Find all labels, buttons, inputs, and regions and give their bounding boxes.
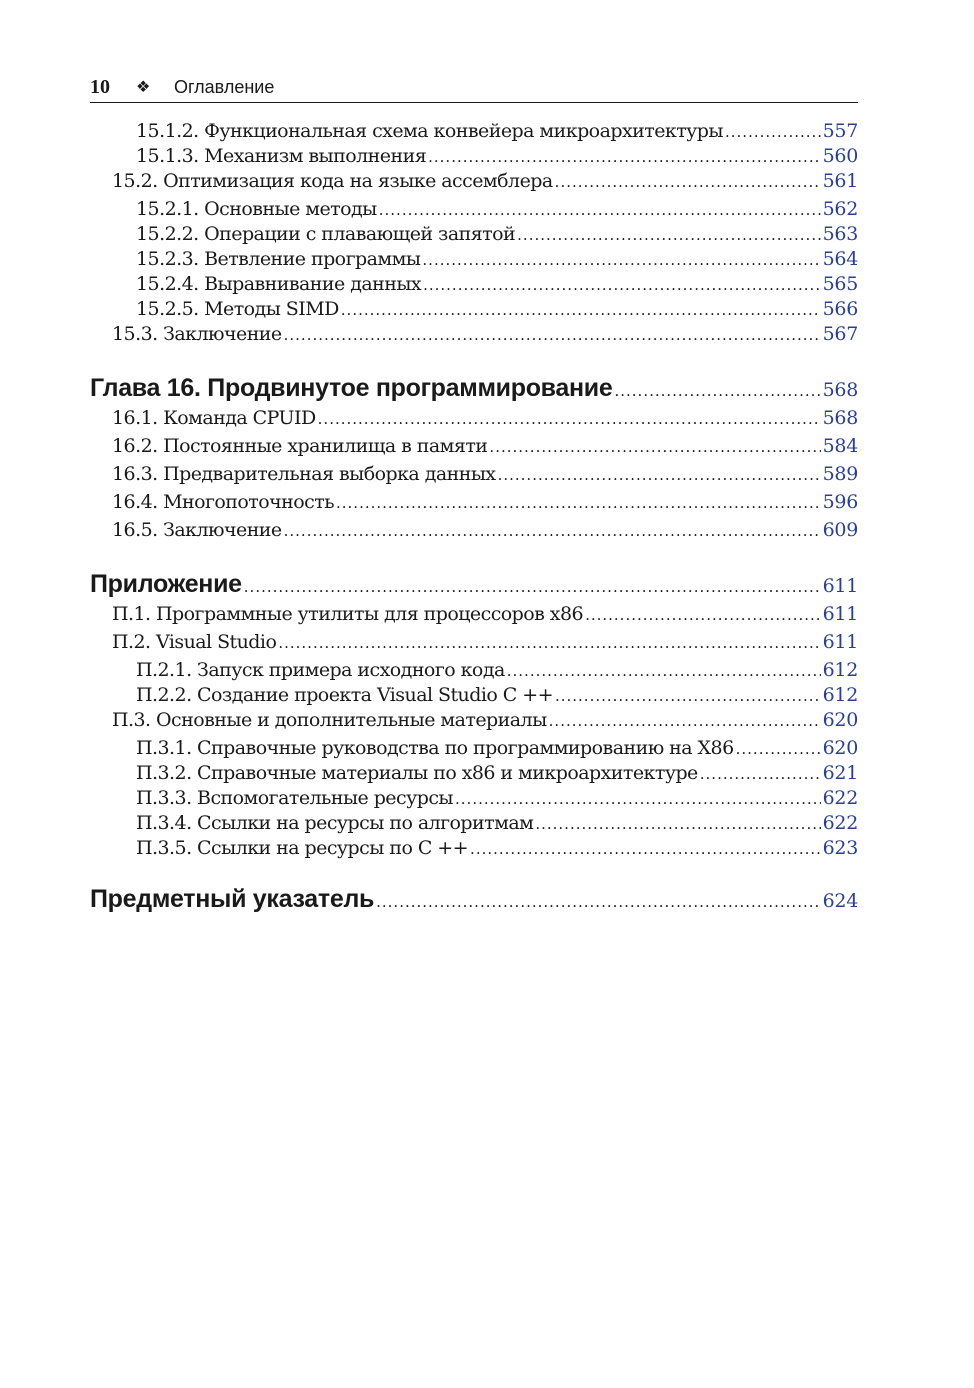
toc-entry-label: 15.2.5. Методы SIMD [136,298,339,320]
toc-page-link[interactable]: 611 [822,631,858,653]
leader-dots [700,762,821,784]
toc-page-link[interactable]: 612 [822,684,858,706]
leader-dots [585,603,821,625]
toc-entry-15-2-3[interactable] [90,248,858,270]
toc-entry-label: 15.2.4. Выравнивание данных [136,273,422,295]
toc-entry-p3[interactable] [90,709,858,731]
fleuron-icon: ❖ [136,79,151,96]
leader-dots [614,374,820,403]
leader-dots [336,491,821,513]
toc-page-link[interactable]: 557 [822,120,858,142]
toc-entry-15-2[interactable] [90,170,858,192]
toc-page-link[interactable]: 622 [822,812,858,834]
toc-entry-label: П.3.1. Справочные руководства по программированию на X86 [136,737,734,759]
toc-page-link[interactable]: 623 [822,837,858,859]
toc-entry-label: 15.1.3. Механизм выполнения [136,145,427,167]
toc-chapter-16[interactable] [90,374,858,403]
toc-entry-label: 16.5. Заключение [112,519,282,541]
toc-entry-16-3[interactable] [90,463,858,485]
toc-entry-label: 16.1. Команда CPUID [112,407,316,429]
toc-entry-16-5[interactable] [90,519,858,541]
running-header [90,76,858,103]
page-number: 10 [90,76,110,98]
toc-entry-15-2-1[interactable] [90,198,858,220]
toc-entry-label: П.2.1. Запуск примера исходного кода [136,659,505,681]
toc-page-link[interactable]: 563 [822,223,858,245]
toc-entry-label: П.3.5. Ссылки на ресурсы по C ++ [136,837,469,859]
toc-entry-label: 15.2.3. Ветвление программы [136,248,421,270]
toc-chapter-index[interactable] [90,885,858,914]
toc-entry-p3-4[interactable] [90,812,858,834]
toc-entry-16-1[interactable] [90,407,858,429]
toc-entry-label: П.3. Основные и дополнительные материалы [112,709,547,731]
toc-page-link[interactable]: 565 [822,273,858,295]
toc-entry-15-2-4[interactable] [90,273,858,295]
toc-page-link[interactable]: 622 [822,787,858,809]
toc-page-link[interactable]: 567 [822,323,858,345]
toc-entry-label: 15.1.2. Функциональная схема конвейера микроархитектуры [136,120,723,142]
leader-dots [555,684,821,706]
toc-entry-label: П.3.4. Ссылки на ресурсы по алгоритмам [136,812,534,834]
toc-page-link[interactable]: 561 [822,170,858,192]
toc-page-link[interactable]: 562 [822,198,858,220]
leader-dots [498,463,821,485]
chapter-title: Предметный указатель [90,885,375,913]
toc-entry-16-4[interactable] [90,491,858,513]
chapter-title: Приложение [90,570,242,598]
toc-page-link[interactable]: 612 [822,659,858,681]
toc-entry-label: П.3.2. Справочные материалы по x86 и микроархитектуре [136,762,698,784]
leader-dots [725,120,821,142]
toc-page-link[interactable]: 568 [822,407,858,429]
toc-page-link[interactable]: 620 [822,709,858,731]
leader-dots [422,248,820,270]
toc-entry-label: 16.2. Постоянные хранилища в памяти [112,435,488,457]
leader-dots [428,145,821,167]
toc-page-link[interactable]: 564 [822,248,858,270]
toc-entry-label: 16.3. Предварительная выборка данных [112,463,496,485]
toc-page-link[interactable]: 589 [822,463,858,485]
leader-dots [736,737,821,759]
toc-entry-15-3[interactable] [90,323,858,345]
toc-entry-p2-2[interactable] [90,684,858,706]
toc-page-link[interactable]: 596 [822,491,858,513]
toc-entry-label: П.2.2. Создание проекта Visual Studio C ++ [136,684,553,706]
toc-page-link[interactable]: 584 [822,435,858,457]
toc-entry-label: П.1. Программные утилиты для процессоров x86 [112,603,584,625]
leader-dots [284,519,821,541]
leader-dots [549,709,821,731]
leader-dots [555,170,821,192]
toc-entry-p3-3[interactable] [90,787,858,809]
running-title: Оглавление [174,77,275,97]
toc-page-link[interactable]: 624 [822,890,858,912]
toc-page-link[interactable]: 609 [822,519,858,541]
toc-entry-15-2-5[interactable] [90,298,858,320]
toc-entry-16-2[interactable] [90,435,858,457]
leader-dots [470,837,821,859]
toc-entry-label: 16.4. Многопоточность [112,491,334,513]
toc-entry-label: 15.3. Заключение [112,323,282,345]
toc-entry-15-1-2[interactable] [90,120,858,142]
toc-page-link[interactable]: 568 [822,379,858,401]
toc-entry-p3-1[interactable] [90,737,858,759]
toc-page-link[interactable]: 566 [822,298,858,320]
toc-entry-p2[interactable] [90,631,858,653]
toc-entry-15-1-3[interactable] [90,145,858,167]
toc-page-link[interactable]: 560 [822,145,858,167]
leader-dots [318,407,821,429]
toc-page-link[interactable]: 620 [822,737,858,759]
toc-entry-15-2-2[interactable] [90,223,858,245]
chapter-title: Глава 16. Продвинутое программирование [90,374,613,402]
toc-entry-p2-1[interactable] [90,659,858,681]
leader-dots [379,198,821,220]
toc-chapter-appendix[interactable] [90,570,858,599]
toc-entry-label: П.3.3. Вспомогательные ресурсы [136,787,454,809]
leader-dots [535,812,820,834]
leader-dots [341,298,821,320]
toc-page-link[interactable]: 611 [822,603,858,625]
leader-dots [423,273,821,295]
toc-entry-p3-5[interactable] [90,837,858,859]
toc-entry-label: 15.2. Оптимизация кода на языке ассемблера [112,170,553,192]
leader-dots [455,787,821,809]
leader-dots [517,223,820,245]
leader-dots [376,885,821,914]
toc-entry-label: П.2. Visual Studio [112,631,277,653]
leader-dots [244,570,821,599]
leader-dots [507,659,821,681]
toc-page-link[interactable]: 611 [822,575,858,597]
toc-entry-p1[interactable] [90,603,858,625]
toc-entry-label: 15.2.1. Основные методы [136,198,377,220]
leader-dots [284,323,821,345]
toc-page-link[interactable]: 621 [822,762,858,784]
leader-dots [489,435,820,457]
leader-dots [278,631,820,653]
toc-entry-p3-2[interactable] [90,762,858,784]
toc-entry-label: 15.2.2. Операции с плавающей запятой [136,223,516,245]
